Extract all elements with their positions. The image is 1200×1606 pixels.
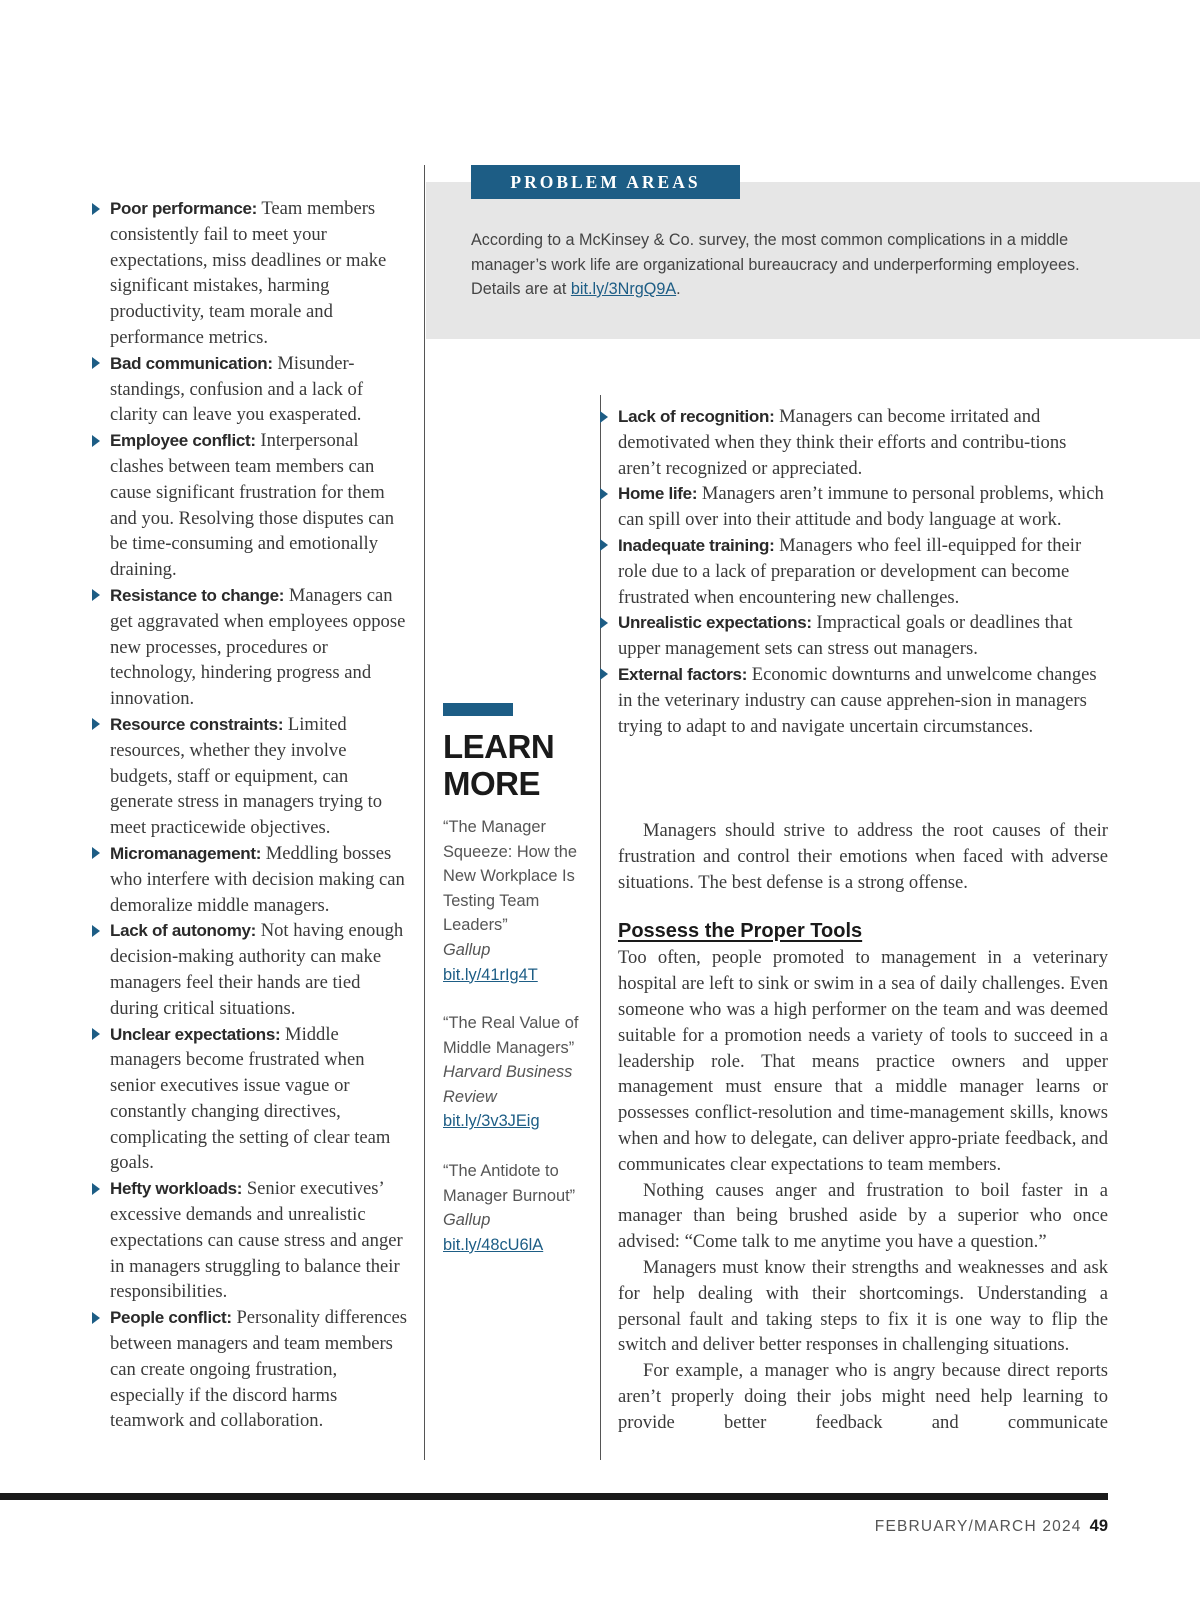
section-heading: Possess the Proper Tools <box>618 920 863 943</box>
bullet-body: Team members consistently fail to meet your expectations, miss deadlines or make significant mistakes, harming productivity, team morale and performance metrics. <box>110 198 387 348</box>
right-column <box>618 404 1108 739</box>
bullet-triangle-icon <box>92 435 100 447</box>
bullet-triangle-icon <box>600 617 608 629</box>
list-item <box>92 1305 410 1434</box>
learn-more-item-title: “The Antidote to Manager Burnout” <box>443 1162 576 1205</box>
bullet-title: Micromanagement: <box>110 843 262 863</box>
bullet-triangle-icon <box>600 668 608 680</box>
bullet-title: Unrealistic expectations: <box>618 613 812 633</box>
bullet-title: Resource constraints: <box>110 714 284 734</box>
bullet-body: Meddling bosses who interfere with decision making can demoralize middle managers. <box>110 842 405 916</box>
list-item <box>92 918 410 1021</box>
bullet-triangle-icon <box>92 925 100 937</box>
bullet-triangle-icon <box>92 847 100 859</box>
footer-rule <box>0 1493 1108 1500</box>
bullet-title: External factors: <box>618 664 748 684</box>
bullet-title: Lack of autonomy: <box>110 921 257 941</box>
learn-more-item-source: Harvard Business Review <box>443 1063 573 1106</box>
list-item <box>92 196 410 351</box>
bullet-title: People conflict: <box>110 1308 232 1328</box>
list-item <box>92 351 410 428</box>
bullet-body: Managers can become irritated and demotivated when they think their efforts and contribu-tions aren’t recognized or appreciated. <box>618 406 1067 479</box>
bullet-triangle-icon <box>92 1028 100 1040</box>
column-divider <box>424 165 425 1460</box>
bullet-title: Inadequate training: <box>618 535 775 555</box>
bullet-body: Managers can get aggravated when employees oppose new processes, procedures or technology, hindering progress and innovation. <box>110 584 406 710</box>
list-item <box>600 610 1108 662</box>
list-item <box>600 662 1108 739</box>
learn-more-item-title: “The Real Value of Middle Managers” <box>443 1014 579 1057</box>
bullet-triangle-icon <box>600 488 608 500</box>
bullet-triangle-icon <box>92 357 100 369</box>
bullet-title: Resistance to change: <box>110 585 285 605</box>
footer <box>875 1517 1108 1536</box>
bullet-title: Lack of recognition: <box>618 407 775 426</box>
problem-areas-text <box>471 228 1091 302</box>
page-number: 49 <box>1089 1517 1108 1535</box>
right-body-text <box>618 818 1108 1436</box>
learn-more-item-title: “The Manager Squeeze: How the New Workplace Is Testing Team Leaders” <box>443 818 577 935</box>
bullet-body: Misunder-standings, confusion and a lack of clarity can leave you exasperated. <box>110 352 364 426</box>
bullet-body: Interpersonal clashes between team members can cause significant frustration for them and you. Resolving those disputes can be time-consuming and emotionally draining. <box>110 430 395 581</box>
learn-more-title-line: LEARN <box>443 728 555 765</box>
list-item <box>92 1176 410 1305</box>
bullet-body: Senior executives’ excessive demands and unrealistic expectations can cause stress and anger in managers struggling to balance their responsibilities. <box>110 1178 403 1303</box>
body-paragraph: Managers should strive to address the root causes of their frustration and control their emotions when faced with adverse situations. The best defense is a strong offense. <box>618 820 1108 893</box>
problem-areas-body: According to a McKinsey & Co. survey, the most common complications in a middle manager’s work life are organizational bureaucracy and underperforming employees. Details are at <box>471 231 1080 298</box>
bullet-body: Middle managers become frustrated when senior executives issue vague or constantly changing directives, complicating the setting of clear team goals. <box>110 1023 391 1174</box>
learn-more-title-line: MORE <box>443 765 540 802</box>
bullet-title: Hefty workloads: <box>110 1179 243 1199</box>
issue-date: FEBRUARY/MARCH 2024 <box>874 1518 1082 1535</box>
body-paragraph: Managers must know their strengths and weaknesses and ask for help dealing with their shortcomings. Understanding a personal fault and taking steps to fix it is one way to flip the switch and deliver better responses in challenging situations. <box>618 1256 1108 1356</box>
learn-more-item-link[interactable]: bit.ly/3v3JEig <box>443 1112 540 1131</box>
body-paragraph: For example, a manager who is angry because direct reports aren’t properly doing their jobs might need help learning to provide better feedback and communicate <box>618 1360 1108 1433</box>
learn-more-title <box>443 728 554 802</box>
bullet-title: Poor performance: <box>110 199 257 218</box>
bullet-body: Personality differences between managers and team members can create ongoing frustration, especially if the discord harms teamwork and collaboration. <box>110 1307 407 1432</box>
bullet-title: Bad communication: <box>110 353 273 373</box>
bullet-body: Not having enough decision-making authority can make managers feel their hands are tied during critical situations. <box>110 920 404 1019</box>
learn-more-item-link[interactable]: bit.ly/48cU6lA <box>443 1235 544 1254</box>
bullet-body: Managers who feel ill-equipped for their role due to a lack of preparation or development can become frustrated when encountering new challenges. <box>618 534 1082 608</box>
learn-more-item-source: Gallup <box>443 1211 491 1230</box>
list-item <box>92 712 410 841</box>
bullet-triangle-icon <box>600 411 608 423</box>
bullet-title: Employee conflict: <box>110 431 256 451</box>
bullet-triangle-icon <box>92 1183 100 1195</box>
body-paragraph: Nothing causes anger and frustration to boil faster in a manager than being brushed aside by a superior who once advised: “Come talk to me anytime you have a question.” <box>618 1179 1108 1253</box>
problem-areas-link[interactable]: bit.ly/3NrgQ9A <box>570 280 677 298</box>
bullet-body: Limited resources, whether they involve budgets, staff or equipment, can generate stress in managers trying to meet practicewide objectives. <box>110 713 383 839</box>
bullet-triangle-icon <box>92 718 100 730</box>
list-item <box>600 533 1108 610</box>
bullet-title: Home life: <box>618 484 698 504</box>
learn-more-item <box>443 1159 593 1257</box>
left-column <box>92 196 410 1434</box>
learn-more-accent-bar <box>443 703 513 716</box>
list-item <box>92 1022 410 1177</box>
list-item <box>600 481 1108 533</box>
body-paragraph: Too often, people promoted to management in a veterinary hospital are left to sink or swim in a sea of daily challenges. Even someone who was a high performer on the team and was deemed suitable for a promotion needs a variety of tools to succeed in a leadership role. That means practice owners and upper management must ensure that a middle manager learns or possesses conflict-resolution and time-management skills, knows when and how to delegate, can deliver appro-priate feedback, and communicates clear expectations to team members. <box>618 947 1108 1175</box>
problem-areas-tag: PROBLEM AREAS <box>471 165 740 199</box>
list-item <box>92 841 410 918</box>
list-item <box>600 404 1108 481</box>
learn-more-item-link[interactable]: bit.ly/41rIg4T <box>443 965 538 984</box>
bullet-triangle-icon <box>92 1312 100 1324</box>
learn-more-item-source: Gallup <box>443 940 491 959</box>
list-item <box>92 583 410 712</box>
list-item <box>92 428 410 583</box>
bullet-triangle-icon <box>92 203 100 215</box>
learn-more-item <box>443 1011 593 1134</box>
bullet-triangle-icon <box>600 539 608 551</box>
bullet-triangle-icon <box>92 589 100 601</box>
bullet-body: Managers aren’t immune to personal problems, which can spill over into their attitude and body language at work. <box>618 483 1104 531</box>
bullet-title: Unclear expectations: <box>110 1024 281 1044</box>
bullet-body: Impractical goals or deadlines that upper management sets can stress out managers. <box>618 612 1073 660</box>
bullet-body: Economic downturns and unwelcome changes in the veterinary industry can cause apprehen-sion in managers trying to adapt to and navigate uncertain circumstances. <box>618 663 1097 737</box>
learn-more-item <box>443 815 593 987</box>
problem-areas-end: . <box>676 280 681 298</box>
